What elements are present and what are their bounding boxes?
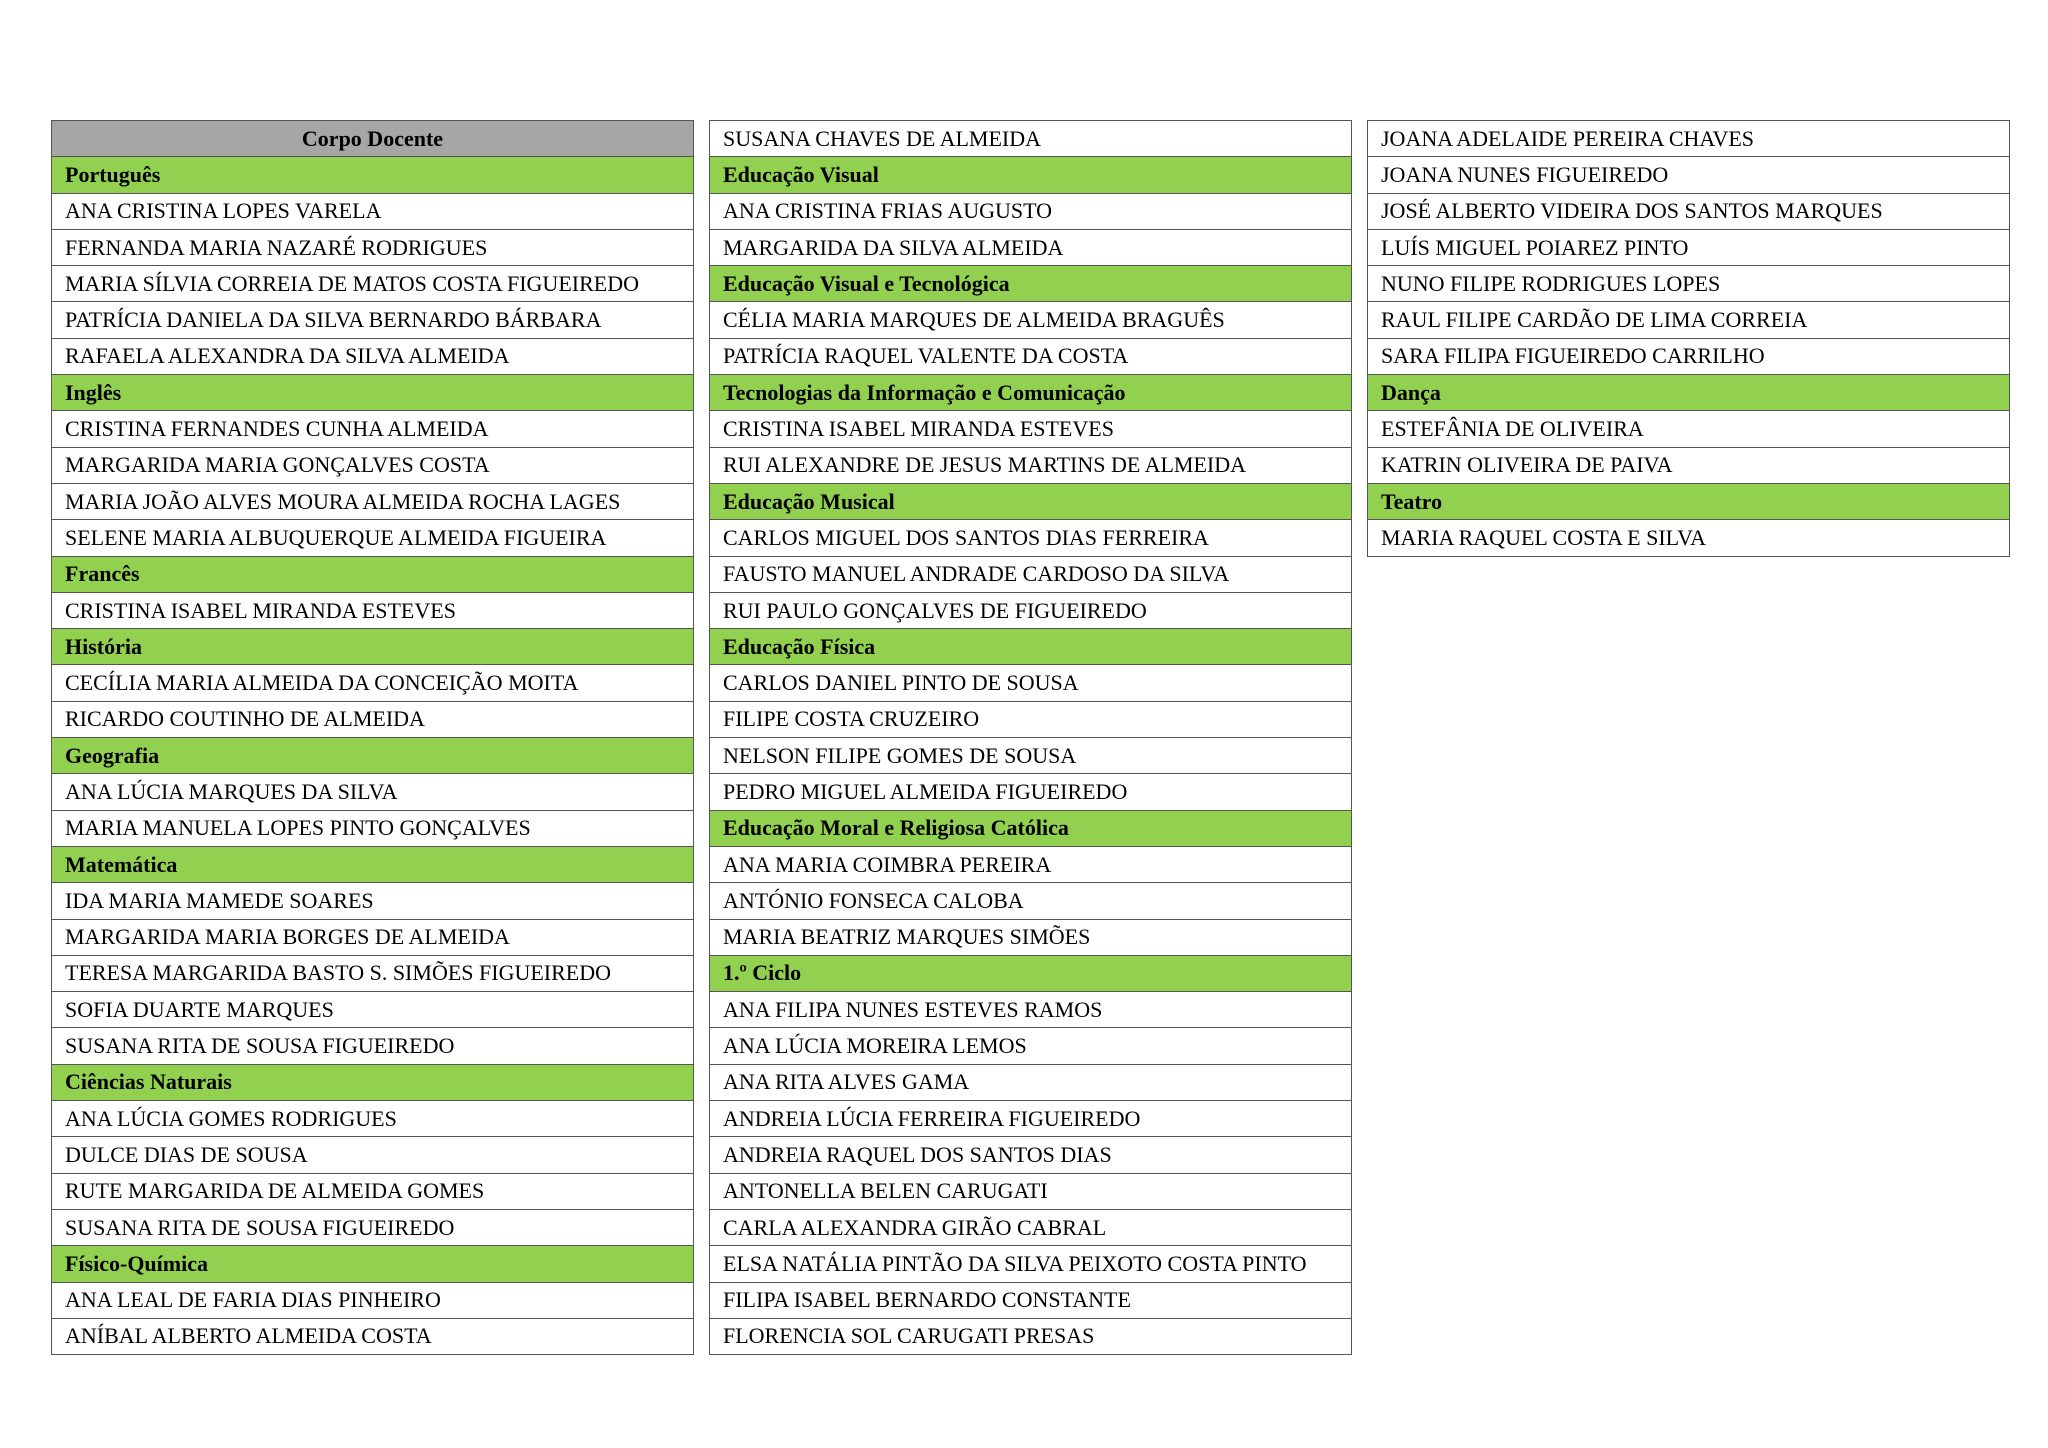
teacher-row: [52, 266, 694, 302]
teacher-row: [52, 919, 694, 955]
teacher-row: [710, 447, 1352, 483]
teacher-row: [710, 193, 1352, 229]
subject-heading: Tecnologias da Informação e Comunicação: [710, 375, 1352, 411]
teacher-row: [52, 883, 694, 919]
teacher-name: ANTÓNIO FONSECA CALOBA: [710, 883, 1352, 919]
teacher-row: [52, 1137, 694, 1173]
teacher-row: [710, 846, 1352, 882]
subject-heading: Teatro: [1368, 483, 2010, 519]
teacher-row: [710, 919, 1352, 955]
subject-heading: Educação Física: [710, 629, 1352, 665]
teacher-name: RUI PAULO GONÇALVES DE FIGUEIREDO: [710, 592, 1352, 628]
teacher-name: ELSA NATÁLIA PINTÃO DA SILVA PEIXOTO COSTA PINTO: [710, 1246, 1352, 1282]
teacher-row: [52, 520, 694, 556]
teacher-name: FILIPE COSTA CRUZEIRO: [710, 701, 1352, 737]
teacher-row: [52, 592, 694, 628]
subject-row: [710, 810, 1352, 846]
subject-heading: Educação Moral e Religiosa Católica: [710, 810, 1352, 846]
teacher-row: [710, 774, 1352, 810]
teacher-name: ANA LÚCIA MARQUES DA SILVA: [52, 774, 694, 810]
teacher-row: [710, 1282, 1352, 1318]
subject-row: [710, 483, 1352, 519]
teacher-row: [710, 1064, 1352, 1100]
teacher-row: [710, 1137, 1352, 1173]
teacher-row: [52, 1173, 694, 1209]
teacher-name: NUNO FILIPE RODRIGUES LOPES: [1368, 266, 2010, 302]
teacher-name: LUÍS MIGUEL POIAREZ PINTO: [1368, 229, 2010, 265]
subject-heading: Português: [52, 157, 694, 193]
teacher-name: CECÍLIA MARIA ALMEIDA DA CONCEIÇÃO MOITA: [52, 665, 694, 701]
teacher-row: [52, 810, 694, 846]
teacher-row: [710, 338, 1352, 374]
teacher-row: [1368, 302, 2010, 338]
teacher-name: CARLA ALEXANDRA GIRÃO CABRAL: [710, 1209, 1352, 1245]
subject-row: [710, 375, 1352, 411]
teacher-row: [52, 1209, 694, 1245]
subject-heading: Físico-Química: [52, 1246, 694, 1282]
teacher-row: [710, 701, 1352, 737]
teacher-name: MARIA BEATRIZ MARQUES SIMÕES: [710, 919, 1352, 955]
teacher-name: CRISTINA ISABEL MIRANDA ESTEVES: [710, 411, 1352, 447]
teacher-row: [1368, 447, 2010, 483]
teacher-name: CÉLIA MARIA MARQUES DE ALMEIDA BRAGUÊS: [710, 302, 1352, 338]
teacher-name: SUSANA CHAVES DE ALMEIDA: [710, 121, 1352, 157]
teacher-row: [52, 701, 694, 737]
teacher-name: ANA RITA ALVES GAMA: [710, 1064, 1352, 1100]
teacher-name: CARLOS DANIEL PINTO DE SOUSA: [710, 665, 1352, 701]
teacher-row: [52, 955, 694, 991]
subject-row: [52, 375, 694, 411]
teacher-name: CRISTINA FERNANDES CUNHA ALMEIDA: [52, 411, 694, 447]
teacher-name: ANA FILIPA NUNES ESTEVES RAMOS: [710, 992, 1352, 1028]
teacher-name: SOFIA DUARTE MARQUES: [52, 992, 694, 1028]
subject-row: [52, 1064, 694, 1100]
teacher-name: NELSON FILIPE GOMES DE SOUSA: [710, 738, 1352, 774]
teacher-name: FAUSTO MANUEL ANDRADE CARDOSO DA SILVA: [710, 556, 1352, 592]
staff-table-column-1: [51, 120, 694, 1355]
teacher-row: [52, 1028, 694, 1064]
teacher-name: JOANA NUNES FIGUEIREDO: [1368, 157, 2010, 193]
teacher-row: [710, 229, 1352, 265]
teacher-name: RICARDO COUTINHO DE ALMEIDA: [52, 701, 694, 737]
subject-row: [52, 1246, 694, 1282]
teacher-name: FILIPA ISABEL BERNARDO CONSTANTE: [710, 1282, 1352, 1318]
teacher-row: [710, 1209, 1352, 1245]
teacher-name: ESTEFÂNIA DE OLIVEIRA: [1368, 411, 2010, 447]
teacher-row: [710, 592, 1352, 628]
teacher-row: [1368, 193, 2010, 229]
teacher-row: [710, 665, 1352, 701]
staff-table-column-2: [709, 120, 1352, 1355]
teacher-name: SUSANA RITA DE SOUSA FIGUEIREDO: [52, 1028, 694, 1064]
teacher-name: TERESA MARGARIDA BASTO S. SIMÕES FIGUEIREDO: [52, 955, 694, 991]
subject-heading: Geografia: [52, 738, 694, 774]
subject-heading: Matemática: [52, 846, 694, 882]
teacher-name: MARIA JOÃO ALVES MOURA ALMEIDA ROCHA LAGES: [52, 483, 694, 519]
teacher-row: [710, 1318, 1352, 1354]
teacher-row: [52, 302, 694, 338]
teacher-row: [52, 447, 694, 483]
teacher-name: SARA FILIPA FIGUEIREDO CARRILHO: [1368, 338, 2010, 374]
teacher-row: [1368, 520, 2010, 556]
teacher-row: [710, 556, 1352, 592]
teacher-row: [52, 1101, 694, 1137]
teacher-name: ANA LÚCIA MOREIRA LEMOS: [710, 1028, 1352, 1064]
subject-heading: História: [52, 629, 694, 665]
teacher-row: [52, 774, 694, 810]
subject-row: [1368, 483, 2010, 519]
teacher-name: CRISTINA ISABEL MIRANDA ESTEVES: [52, 592, 694, 628]
subject-heading: Ciências Naturais: [52, 1064, 694, 1100]
teacher-name: ANDREIA RAQUEL DOS SANTOS DIAS: [710, 1137, 1352, 1173]
header-row: [52, 121, 694, 157]
teacher-row: [710, 1028, 1352, 1064]
teacher-row: [52, 411, 694, 447]
teacher-name: SUSANA RITA DE SOUSA FIGUEIREDO: [52, 1209, 694, 1245]
subject-row: [710, 266, 1352, 302]
teacher-name: MARGARIDA MARIA GONÇALVES COSTA: [52, 447, 694, 483]
teacher-name: PATRÍCIA DANIELA DA SILVA BERNARDO BÁRBARA: [52, 302, 694, 338]
teacher-name: IDA MARIA MAMEDE SOARES: [52, 883, 694, 919]
teacher-name: RUI ALEXANDRE DE JESUS MARTINS DE ALMEIDA: [710, 447, 1352, 483]
teacher-row: [710, 302, 1352, 338]
teacher-row: [710, 883, 1352, 919]
teacher-name: ANA MARIA COIMBRA PEREIRA: [710, 846, 1352, 882]
teacher-name: ANDREIA LÚCIA FERREIRA FIGUEIREDO: [710, 1101, 1352, 1137]
teacher-row: [1368, 121, 2010, 157]
teacher-name: FERNANDA MARIA NAZARÉ RODRIGUES: [52, 229, 694, 265]
teacher-name: JOSÉ ALBERTO VIDEIRA DOS SANTOS MARQUES: [1368, 193, 2010, 229]
subject-heading: Educação Visual e Tecnológica: [710, 266, 1352, 302]
teacher-row: [1368, 229, 2010, 265]
subject-heading: Inglês: [52, 375, 694, 411]
teacher-row: [710, 121, 1352, 157]
subject-row: [710, 955, 1352, 991]
teacher-name: ANÍBAL ALBERTO ALMEIDA COSTA: [52, 1318, 694, 1354]
teacher-row: [1368, 411, 2010, 447]
teacher-name: SELENE MARIA ALBUQUERQUE ALMEIDA FIGUEIRA: [52, 520, 694, 556]
teacher-row: [1368, 157, 2010, 193]
teacher-name: DULCE DIAS DE SOUSA: [52, 1137, 694, 1173]
staff-table-column-3: [1367, 120, 2010, 557]
teacher-row: [710, 411, 1352, 447]
teacher-name: MARGARIDA DA SILVA ALMEIDA: [710, 229, 1352, 265]
teacher-row: [52, 1318, 694, 1354]
teacher-name: ANA LÚCIA GOMES RODRIGUES: [52, 1101, 694, 1137]
teacher-name: RAUL FILIPE CARDÃO DE LIMA CORREIA: [1368, 302, 2010, 338]
teacher-row: [52, 229, 694, 265]
teacher-name: ANA CRISTINA FRIAS AUGUSTO: [710, 193, 1352, 229]
subject-row: [52, 556, 694, 592]
table-title: Corpo Docente: [52, 121, 694, 157]
teacher-row: [710, 520, 1352, 556]
teacher-name: JOANA ADELAIDE PEREIRA CHAVES: [1368, 121, 2010, 157]
teacher-name: MARGARIDA MARIA BORGES DE ALMEIDA: [52, 919, 694, 955]
teacher-name: ANA LEAL DE FARIA DIAS PINHEIRO: [52, 1282, 694, 1318]
subject-row: [710, 157, 1352, 193]
teacher-name: RUTE MARGARIDA DE ALMEIDA GOMES: [52, 1173, 694, 1209]
subject-heading: 1.º Ciclo: [710, 955, 1352, 991]
teacher-row: [52, 193, 694, 229]
teacher-name: MARIA MANUELA LOPES PINTO GONÇALVES: [52, 810, 694, 846]
teacher-name: CARLOS MIGUEL DOS SANTOS DIAS FERREIRA: [710, 520, 1352, 556]
subject-heading: Educação Visual: [710, 157, 1352, 193]
teacher-name: RAFAELA ALEXANDRA DA SILVA ALMEIDA: [52, 338, 694, 374]
teacher-name: PEDRO MIGUEL ALMEIDA FIGUEIREDO: [710, 774, 1352, 810]
teacher-row: [52, 992, 694, 1028]
subject-row: [52, 738, 694, 774]
teacher-row: [710, 1173, 1352, 1209]
teacher-row: [710, 738, 1352, 774]
subject-heading: Dança: [1368, 375, 2010, 411]
subject-row: [52, 157, 694, 193]
teacher-name: ANA CRISTINA LOPES VARELA: [52, 193, 694, 229]
subject-heading: Educação Musical: [710, 483, 1352, 519]
teacher-name: MARIA SÍLVIA CORREIA DE MATOS COSTA FIGUEIREDO: [52, 266, 694, 302]
teacher-name: PATRÍCIA RAQUEL VALENTE DA COSTA: [710, 338, 1352, 374]
teacher-row: [710, 1101, 1352, 1137]
teacher-row: [52, 1282, 694, 1318]
teacher-row: [52, 665, 694, 701]
teacher-name: KATRIN OLIVEIRA DE PAIVA: [1368, 447, 2010, 483]
subject-row: [52, 846, 694, 882]
teacher-name: FLORENCIA SOL CARUGATI PRESAS: [710, 1318, 1352, 1354]
teacher-row: [710, 992, 1352, 1028]
subject-row: [1368, 375, 2010, 411]
subject-heading: Francês: [52, 556, 694, 592]
subject-row: [710, 629, 1352, 665]
teacher-row: [52, 338, 694, 374]
teacher-row: [52, 483, 694, 519]
teacher-row: [1368, 266, 2010, 302]
teacher-name: MARIA RAQUEL COSTA E SILVA: [1368, 520, 2010, 556]
teacher-row: [1368, 338, 2010, 374]
subject-row: [52, 629, 694, 665]
teacher-name: ANTONELLA BELEN CARUGATI: [710, 1173, 1352, 1209]
teacher-row: [710, 1246, 1352, 1282]
